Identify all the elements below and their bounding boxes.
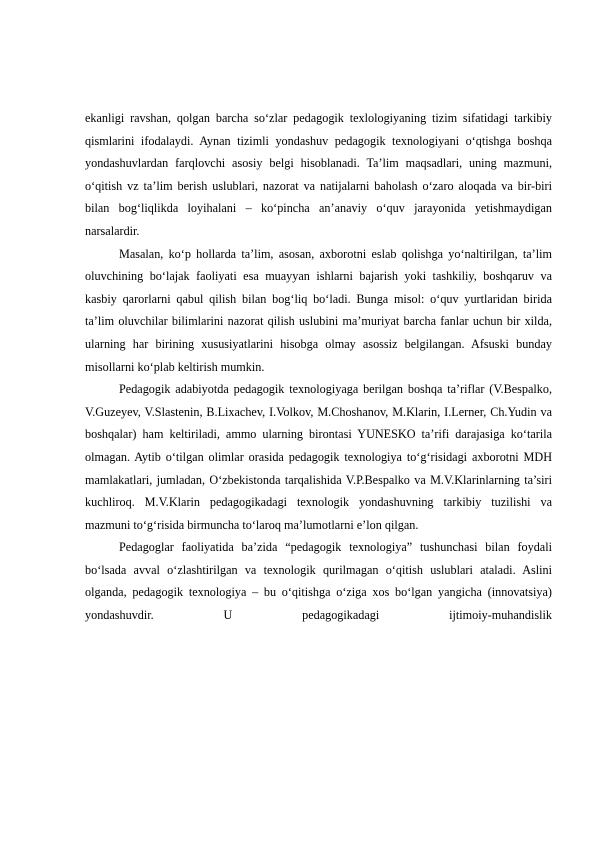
- paragraph-3: Pedagogik adabiyotda pedagogik texnologiyaga berilgan boshqa ta’riflar (V.Bespalko, V.Guzeyev, V.Slastenin, B.Lixachev, I.Volkov, M.Choshanov, M.Klarin, I.Lerner, Ch.Yudin va boshqalar) ham keltiriladi, ammo ularning birontasi YUNESKO ta’rifi darajasiga ko‘tarila olmagan. Aytib o‘tilgan olimlar orasida pedagogik texnologiya to‘g‘risidagi axborotni MDH mamlakatlari, jumladan, O‘zbekistonda tarqalishida V.P.Bespalko va M.V.Klarinlarning ta’siri kuchliroq. M.V.Klarin pedagogikadagi texnologik yondashuvning tarkibiy tuzilishi va mazmuni to‘g‘risida birmuncha to‘laroq ma’lumotlarni e’lon qilgan.: [85, 382, 552, 532]
- paragraph-4: Pedagoglar faoliyatida ba’zida “pedagogik texnologiya” tushunchasi bilan foydali bo‘lsada avval o‘zlashtirilgan va texnologik qurilmagan o‘qitish uslublari ataladi. Aslini olganda, pedagogik texnologiya – bu o‘qitishga o‘ziga xos bo‘lgan yangicha (innovatsiya) yondashuvdir. U pedagogikadagi ijtimoiy-muhandislik: [85, 540, 552, 623]
- body-text: [85, 107, 552, 627]
- paragraph-2: Masalan, ko‘p hollarda ta’lim, asosan, axborotni eslab qolishga yo‘naltirilgan, ta’lim oluvchining bo‘lajak faoliyati esa muayyan ishlarni bajarish yoki tashkiliy, boshqaruv va kasbiy qarorlarni qabul qilish bilan bog‘liq bo‘ladi. Bunga misol: o‘quv yurtlaridan birida ta’lim oluvchilar bilimlarini nazorat qilish uslubini ma’muriyat barcha fanlar uchun bir xilda, ularning har birining xususiyatlarini hisobga olmay asossiz belgilangan. Afsuski bunday misollarni ko‘plab keltirish mumkin.: [85, 246, 552, 374]
- paragraph-1: ekanligi ravshan, qolgan barcha so‘zlar pedagogik texlologiyaning tizim sifatidagi tarkibiy qismlarini ifodalaydi. Aynan tizimli yondashuv pedagogik texnologiyani o‘qtishga boshqa yondashuvlardan farqlovchi asosiy belgi hisoblanadi. Ta’lim maqsadlari, uning mazmuni, o‘qitish vz ta’lim berish uslublari, nazorat va natijalarni baholash o‘zaro aloqada va bir-biri bilan bog‘liqlikda loyihalani – ko‘pincha an’anaviy o‘quv jarayonida yetishmaydigan narsalardir.: [85, 111, 552, 238]
